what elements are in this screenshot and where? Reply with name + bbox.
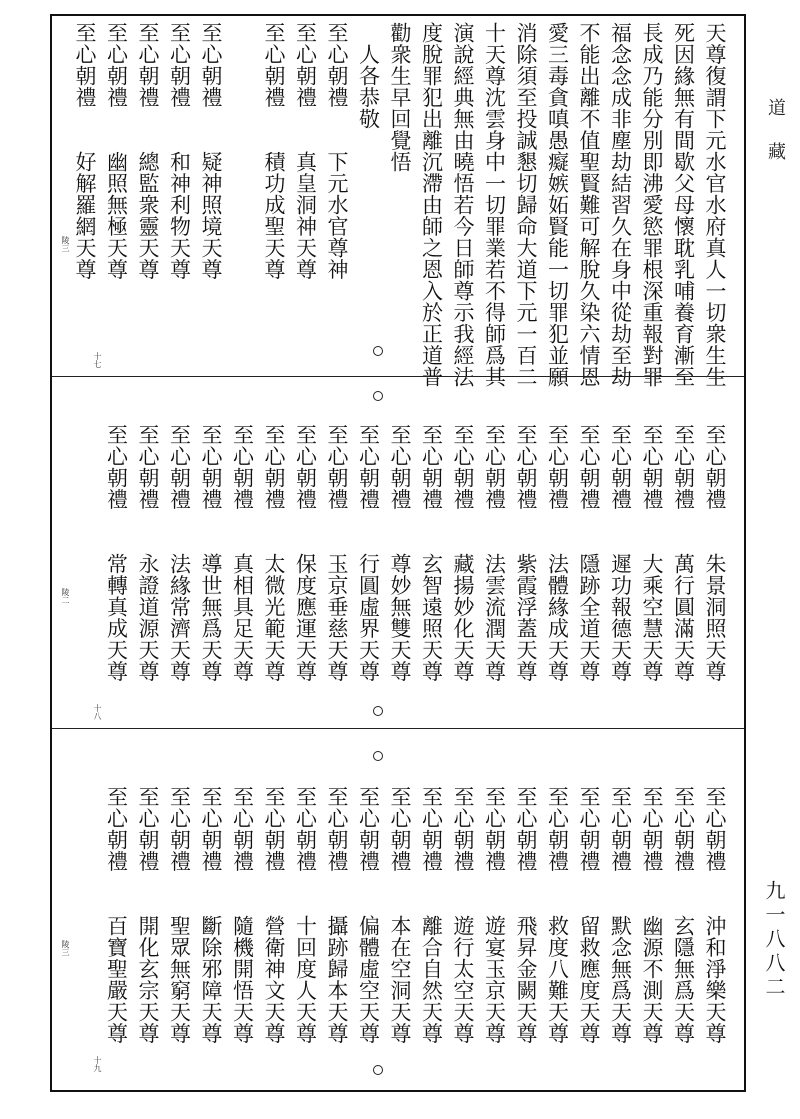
text-column: 勸衆生早回覺悟 [388, 22, 412, 173]
text-column: 至心朝禮 常轉真成天尊 [104, 424, 129, 682]
text-column: 至心朝禮 玄隱無爲天尊 [671, 786, 696, 1044]
circle-mark [373, 1065, 383, 1075]
text-column: 至心朝禮 好解羅網天尊 [73, 22, 97, 280]
text-column: 至心朝禮 遊行太空天尊 [451, 786, 475, 1044]
text-column: 至心朝禮 十回度人天尊 [293, 786, 318, 1044]
text-column: 人各恭敬 [356, 22, 381, 130]
small-note: 十七 [93, 352, 102, 368]
text-column: 至心朝禮 永證道源天尊 [136, 424, 160, 682]
text-column: 愛三毒貪嗔愚癡嫉妬賢能一切罪犯並願 [545, 22, 570, 388]
text-panel-bottom [52, 786, 744, 1076]
panel-divider [52, 376, 744, 377]
text-column: 至心朝禮 總監衆靈天尊 [136, 22, 160, 280]
page-number: 九一八八二 [762, 880, 786, 1000]
text-column: 至心朝禮 行圓虛界天尊 [356, 424, 381, 682]
text-column: 至心朝禮 玄智遠照天尊 [419, 424, 444, 682]
text-column: 至心朝禮 遲功報德天尊 [608, 424, 633, 682]
text-column: 至心朝禮 法緣常濟天尊 [167, 424, 192, 682]
text-column: 至心朝禮 法雲流潤天尊 [482, 424, 507, 682]
text-column: 至心朝禮 隱跡全道天尊 [577, 424, 601, 682]
circle-mark [373, 391, 383, 401]
text-column: 至心朝禮 真相具足天尊 [230, 424, 255, 682]
text-column: 演說經典無由曉悟若今日師尊示我經法 [451, 22, 475, 388]
text-column: 至心朝禮 真皇洞神天尊 [293, 22, 318, 280]
text-column: 至心朝禮 大乘空慧天尊 [640, 424, 664, 682]
text-column: 至心朝禮 留救應度天尊 [577, 786, 601, 1044]
text-column: 至心朝禮 太微光範天尊 [262, 424, 286, 682]
text-column: 至心朝禮 救度八難天尊 [545, 786, 570, 1044]
text-column: 至心朝禮 斷除邪障天尊 [199, 786, 223, 1044]
text-column: 至心朝禮 導世無爲天尊 [199, 424, 223, 682]
text-column: 至心朝禮 默念無爲天尊 [608, 786, 633, 1044]
text-column: 至心朝禮 百寶聖嚴天尊 [104, 786, 129, 1044]
small-note: 陵三 [61, 940, 70, 956]
text-column: 至心朝禮 幽照無極天尊 [104, 22, 129, 280]
page-frame [50, 14, 746, 1092]
circle-mark [373, 706, 383, 716]
text-column: 至心朝禮 飛昇金闕天尊 [514, 786, 538, 1044]
text-column: 度脫罪犯出離沉滯由師之恩入於正道普 [419, 22, 444, 388]
text-column: 至心朝禮 攝跡歸本天尊 [325, 786, 349, 1044]
text-column: 至心朝禮 離合自然天尊 [419, 786, 444, 1044]
small-note: 十九 [93, 1056, 102, 1072]
circle-mark [373, 751, 383, 761]
text-column: 至心朝禮 朱景洞照天尊 [703, 424, 727, 682]
text-column: 至心朝禮 本在空洞天尊 [388, 786, 412, 1044]
text-column: 至心朝禮 沖和淨樂天尊 [703, 786, 727, 1044]
text-column: 至心朝禮 營衛神文天尊 [262, 786, 286, 1044]
text-column: 至心朝禮 疑神照境天尊 [199, 22, 223, 280]
text-column: 至心朝禮 玉京垂慈天尊 [325, 424, 349, 682]
text-column: 至心朝禮 紫霞浮蓋天尊 [514, 424, 538, 682]
text-column: 天尊復謂下元水官水府真人一切衆生生 [703, 22, 727, 388]
text-column: 至心朝禮 下元水官尊神 [325, 22, 349, 280]
text-column: 死因緣無有間歇父母懷耽乳哺養育漸至 [671, 22, 696, 388]
text-column: 福念念成非塵劫結習久在身中從劫至劫 [608, 22, 633, 388]
small-note: 陵三 [61, 236, 70, 252]
text-panel-top [52, 22, 744, 388]
text-column: 至心朝禮 藏揚妙化天尊 [451, 424, 475, 682]
margin-title: 道藏 [765, 98, 786, 186]
text-column: 至心朝禮 偏體虛空天尊 [356, 786, 381, 1044]
circle-mark [373, 346, 383, 356]
text-column: 至心朝禮 尊妙無雙天尊 [388, 424, 412, 682]
text-column: 至心朝禮 保度應運天尊 [293, 424, 318, 682]
text-column: 至心朝禮 開化玄宗天尊 [136, 786, 160, 1044]
text-column: 至心朝禮 聖眾無窮天尊 [167, 786, 192, 1044]
text-column: 至心朝禮 萬行圓滿天尊 [671, 424, 696, 682]
text-column: 消除須至投誠懇切歸命大道下元一百二 [514, 22, 538, 388]
text-column: 至心朝禮 和神利物天尊 [167, 22, 192, 280]
text-panel-middle [52, 424, 744, 724]
text-column: 至心朝禮 法體緣成天尊 [545, 424, 570, 682]
text-column: 十天尊沈雲身中一切罪業若不得師爲其 [482, 22, 507, 388]
text-column: 至心朝禮 遊宴玉京天尊 [482, 786, 507, 1044]
text-column: 至心朝禮 幽源不測天尊 [640, 786, 664, 1044]
small-note: 十八 [93, 704, 102, 720]
small-note: 陵二 [61, 588, 70, 604]
text-column: 至心朝禮 隨機開悟天尊 [230, 786, 255, 1044]
panel-divider [52, 728, 744, 729]
text-column: 長成乃能分別即沸愛慾罪根深重報對罪 [640, 22, 664, 388]
text-column: 至心朝禮 積功成聖天尊 [262, 22, 286, 280]
text-column: 不能出離不值聖賢難可解脫久染六情恩 [577, 22, 601, 388]
